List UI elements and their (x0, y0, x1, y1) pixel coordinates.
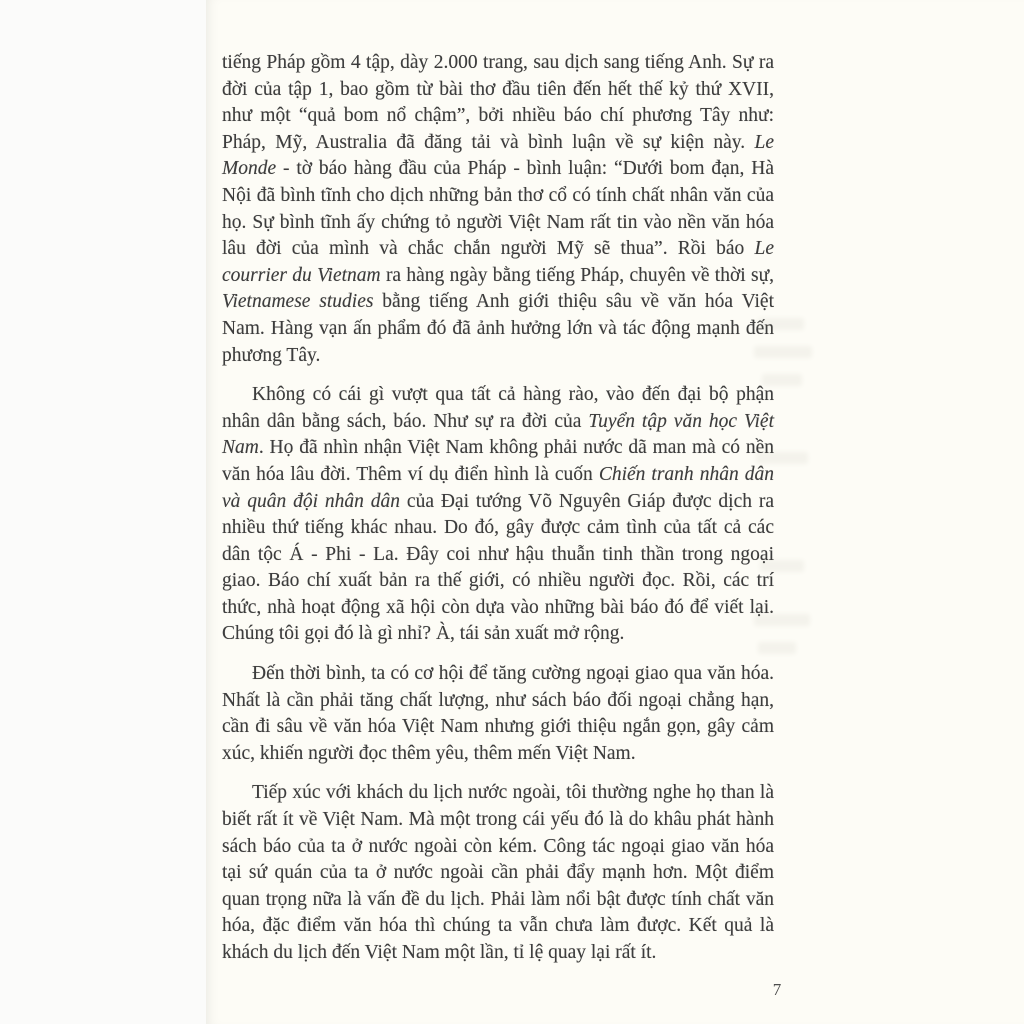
body-text: của Đại tướng Võ Nguyên Giáp được dịch ra nhiều thứ tiếng khác nhau. Do đó, gây được cảm tình của tất cả các dân tộc Á - Phi - La. Đây coi như hậu thuẫn tinh thần trong ngoại giao. Báo chí xuất bản ra thế giới, có nhiều người đọc. Rồi, các trí thức, nhà hoạt động xã hội còn dựa vào những bài báo đó để viết lại. Chúng tôi gọi đó là gì nhỉ? À, tái sản xuất mở rộng. (222, 490, 774, 645)
paragraph (222, 382, 774, 648)
italic-text: Vietnamese studies (222, 291, 374, 313)
paragraph (222, 661, 774, 767)
body-text: ra hàng ngày bằng tiếng Pháp, chuyên về thời sự, (380, 264, 775, 286)
italic-text: Chiến tranh nhân dân và quân đội nhân dân (222, 463, 774, 512)
text-column (222, 50, 774, 980)
book-page (206, 0, 1024, 1024)
body-text: Đến thời bình, ta có cơ hội để tăng cường ngoại giao qua văn hóa. Nhất là cần phải tăng chất lượng, như sách báo đối ngoại chẳng hạn, cần đi sâu về văn hóa Việt Nam nhưng giới thiệu ngắn gọn, gây cảm xúc, khiến người đọc thêm yêu, thêm mến Việt Nam. (222, 663, 774, 764)
italic-text: Tuyển tập văn học Việt Nam (222, 410, 775, 459)
italic-text: Le Monde (222, 131, 774, 180)
page-number: 7 (772, 980, 782, 999)
italic-text: Le courrier du Vietnam (222, 238, 774, 286)
body-text: Tiếp xúc với khách du lịch nước ngoài, tôi thường nghe họ than là biết rất ít về Việt Nam. Mà một trong cái yếu đó là do khâu phát hành sách báo của ta ở nước ngoài còn kém. Công tác ngoại giao văn hóa tại sứ quán của ta ở nước ngoài cần phải đẩy mạnh hơn. Một điểm quan trọng nữa là vấn đề du lịch. Phải làm nổi bật được tính chất văn hóa, đặc điểm văn hóa thì chúng ta vẫn chưa làm được. Kết quả là khách du lịch đến Việt Nam một lần, tỉ lệ quay lại rất ít. (222, 782, 774, 963)
body-text: - tờ báo hàng đầu của Pháp - bình luận: “Dưới bom đạn, Hà Nội đã bình tĩnh cho dịch những bản thơ cổ có tính chất nhân văn của họ. Sự bình tĩnh ấy chứng tỏ người Việt Nam rất tin vào nền văn hóa lâu đời của mình và chắc chắn người Mỹ sẽ thua”. Rồi báo (222, 158, 774, 260)
body-text: Không có cái gì vượt qua tất cả hàng rào, vào đến đại bộ phận nhân dân bằng sách, báo. Như sự ra đời của (222, 384, 774, 432)
paragraph (222, 780, 774, 966)
body-text: tiếng Pháp gồm 4 tập, dày 2.000 trang, sau dịch sang tiếng Anh. Sự ra đời của tập 1, bao gồm từ bài thơ đầu tiên đến hết thế kỷ thứ XVII, như một “quả bom nổ chậm”, bởi nhiều báo chí phương Tây như: Pháp, Mỹ, Australia đã đăng tải và bình luận về sự kiện này. (222, 52, 774, 153)
body-text: . Họ đã nhìn nhận Việt Nam không phải nước dã man mà có nền văn hóa lâu đời. Thêm ví dụ điển hình là cuốn (222, 437, 774, 485)
paragraph (222, 50, 774, 369)
body-text: bằng tiếng Anh giới thiệu sâu về văn hóa Việt Nam. Hàng vạn ấn phẩm đó đã ảnh hưởng lớn và tác động mạnh đến phương Tây. (222, 291, 774, 366)
